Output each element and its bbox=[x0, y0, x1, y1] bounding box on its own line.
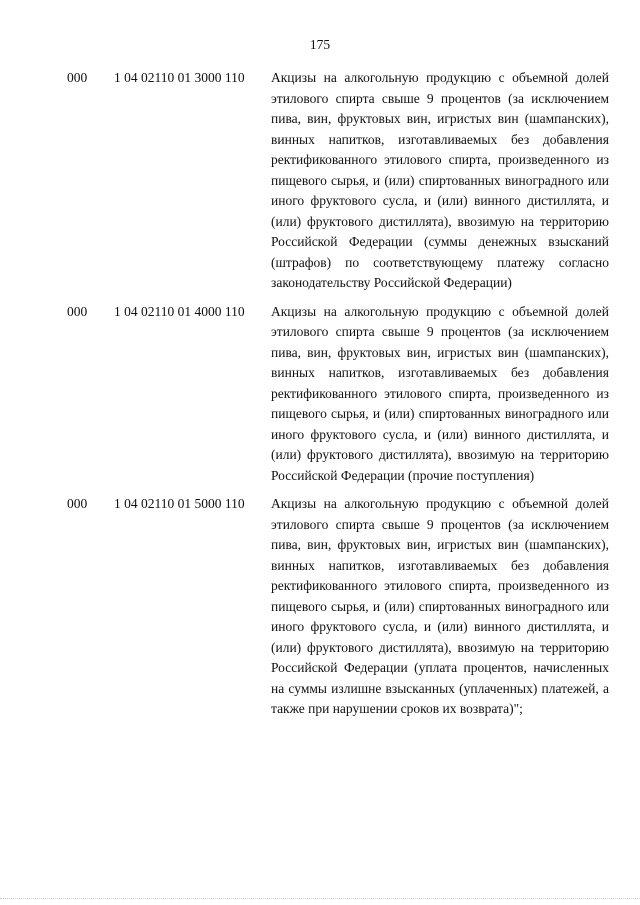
administrator-code: 000 bbox=[67, 70, 88, 85]
code-description: Акцизы на алкогольную продукцию с объемной долей этилового спирта свыше 9 процентов (за исключением пива, вин, фруктовых вин, игристых вин (шампанских), винных напитков, изготавливаемых без добавления ректификованного этилового спирта, произведенного из пищевого сырья, и (или) спиртованных виноградного или иного фруктового сусла, и (или) винного дистиллята, и (или) фруктового дистиллята), ввозимую на территорию Российской Федерации (уплата процентов, начисленных на суммы излишне взысканных (уплаченных) платежей, а также при нарушении сроков их возврата)"; bbox=[271, 496, 609, 716]
budget-codes-list bbox=[0, 68, 640, 728]
budget-classification-code: 1 04 02110 01 3000 110 bbox=[114, 70, 245, 85]
budget-code-entry bbox=[0, 302, 640, 487]
budget-code-entry bbox=[0, 494, 640, 720]
administrator-code: 000 bbox=[67, 496, 88, 511]
administrator-code: 000 bbox=[67, 303, 88, 319]
page-number: 175 bbox=[309, 37, 331, 52]
code-description: Акцизы на алкогольную продукцию с объемной долей этилового спирта свыше 9 процентов (за исключением пива, вин, фруктовых вин, игристых вин (шампанских), винных напитков, изготавливаемых без добавления ректификованного этилового спирта, произведенного из пищевого сырья, и (или) спиртованных виноградного или иного фруктового сусла, и (или) винного дистиллята, и (или) фруктового дистиллята), ввозимую на территорию Российской Федерации (прочие поступления) bbox=[271, 303, 609, 483]
scan-bottom-edge bbox=[0, 898, 640, 905]
budget-classification-code: 1 04 02110 01 4000 110 bbox=[114, 303, 245, 319]
code-description: Акцизы на алкогольную продукцию с объемной долей этилового спирта свыше 9 процентов (за исключением пива, вин, фруктовых вин, игристых вин (шампанских), винных напитков, изготавливаемых без добавления ректификованного этилового спирта, произведенного из пищевого сырья, и (или) спиртованных виноградного или иного фруктового сусла, и (или) винного дистиллята, и (или) фруктового дистиллята), ввозимую на территорию Российской Федерации (суммы денежных взысканий (штрафов) по соответствующему платежу согласно законодательству Российской Федерации) bbox=[271, 70, 609, 290]
budget-classification-code: 1 04 02110 01 5000 110 bbox=[114, 496, 245, 511]
budget-code-entry bbox=[0, 68, 640, 294]
